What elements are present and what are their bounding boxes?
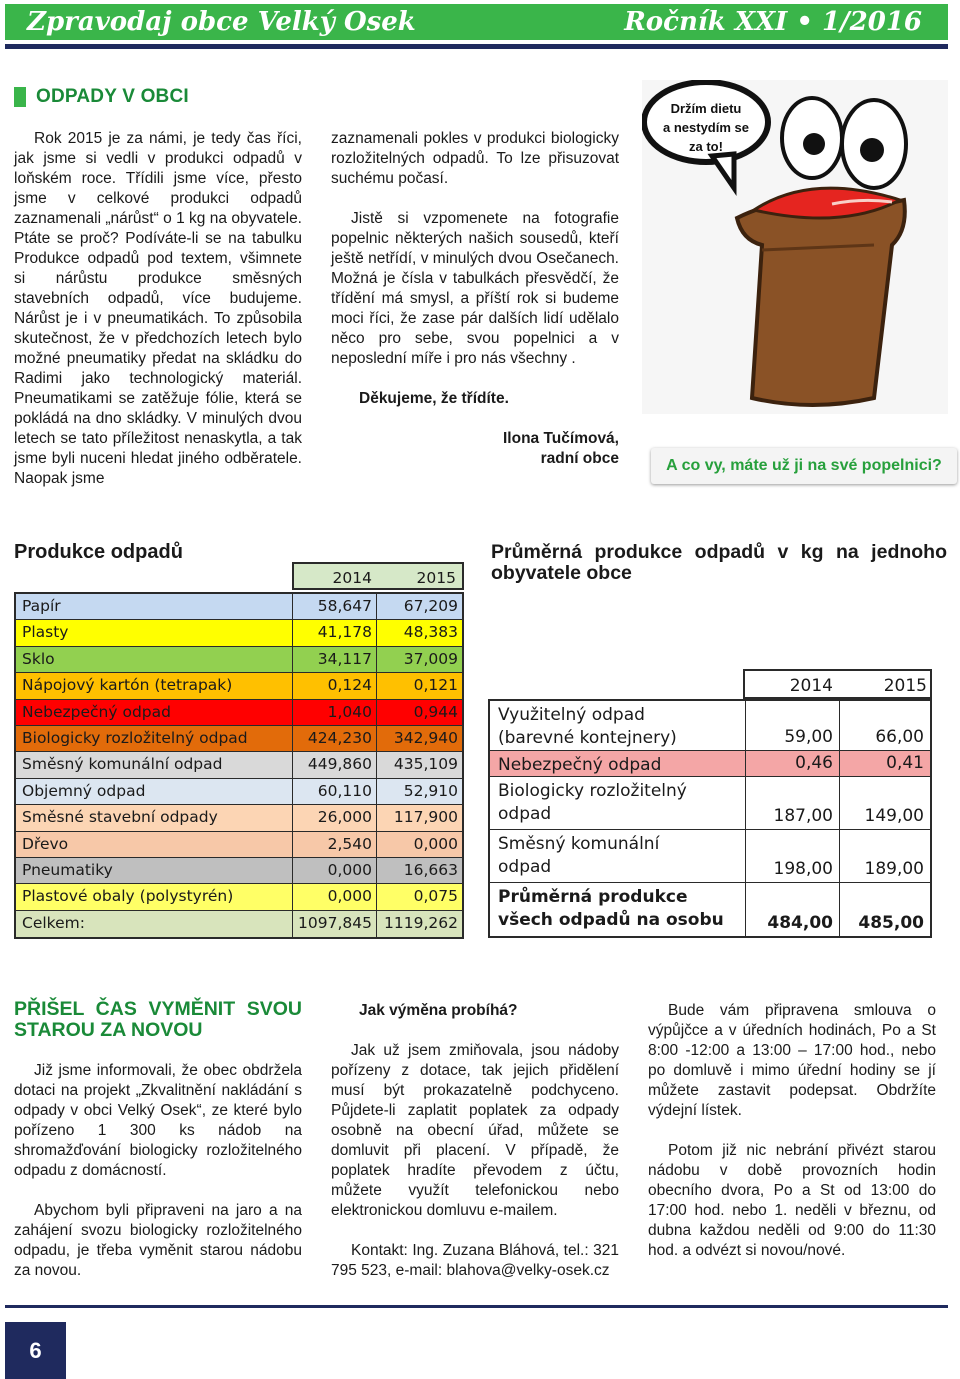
bubble-line-3: za to! <box>689 139 723 154</box>
row-label <box>498 754 746 777</box>
article-paragraph: Abychom byli připraveni na jaro a na zahájení svozu biologicky rozložitelného odpadu, je třeba vyměnit starou nádobu za novou. <box>14 1202 302 1279</box>
row-label <box>498 704 746 750</box>
year-header: 2015 <box>416 569 456 587</box>
table-row <box>16 620 462 646</box>
row-label: Biologicky rozložitelný odpad <box>22 728 248 747</box>
value-2014: 484,00 <box>745 883 839 936</box>
table-row <box>490 883 930 936</box>
row-label: Objemný odpad <box>22 781 146 800</box>
caption-box <box>651 448 957 484</box>
table-row <box>16 647 462 673</box>
article-paragraph: Jistě si vzpomenete na fotografie popelnic některých našich sousedů, kteří ještě netřídí, v minulých dvou Osečanech. Možná je čísla v tabulkách přesvědčí, že třídění má smysl, a příští rok si budeme moci říci, že zase pár dalších lidí udělalo něco pro sebe, svou popelnici a v neposlední míře i pro nás všechny . <box>331 210 619 367</box>
value-2015: 16,663 <box>376 858 462 884</box>
value-2015: 1119,262 <box>376 911 462 937</box>
row-label: Dřevo <box>22 834 69 853</box>
header-rule <box>5 44 948 49</box>
value-2015: 48,383 <box>376 620 462 646</box>
table-row <box>16 726 462 752</box>
production-table-body <box>14 592 464 939</box>
value-2014: 34,117 <box>292 647 376 673</box>
value-2014: 187,00 <box>745 777 839 829</box>
value-2014: 449,860 <box>292 752 376 778</box>
value-2015: 117,900 <box>376 805 462 831</box>
table-row <box>16 673 462 699</box>
table-row <box>16 832 462 858</box>
article-column-4 <box>331 1001 619 1281</box>
row-label: Směsný komunální odpad <box>22 755 223 774</box>
bin-mascot-illustration <box>642 80 948 414</box>
table-row <box>16 700 462 726</box>
section-marker <box>14 87 26 107</box>
table-row <box>16 858 462 884</box>
section-title-text: ODPADY V OBCI <box>36 86 189 107</box>
value-2014: 60,110 <box>292 779 376 805</box>
table-row <box>16 911 462 937</box>
row-label-line: (barevné kontejnery) <box>498 728 677 748</box>
caption-text: A co vy, máte už ji na své popelnici? <box>666 457 942 474</box>
issue-number: Ročník XXI • 1/2016 <box>624 7 922 37</box>
row-label <box>498 833 746 879</box>
article-paragraph: Bude vám připravena smlouva o výpůjčce a v úředních hodinách, Po a St 8:00 -12:00 a 13:00 – 17:00 hod., nebo po domluvě i mimo úřední hodiny se jí můžete zastavit podepsat. Obdržíte výdejní lístek. <box>648 1002 936 1119</box>
value-2015: 342,940 <box>376 726 462 752</box>
value-2015: 0,121 <box>376 673 462 699</box>
value-2015: 66,00 <box>839 701 930 750</box>
table-row <box>16 752 462 778</box>
table-row <box>490 701 930 751</box>
average-table-title: Průměrná produkce odpadů v kg na jednoho obyvatele obce <box>491 541 947 584</box>
row-label-line: odpad <box>498 857 552 877</box>
value-2015: 0,944 <box>376 700 462 726</box>
value-2014: 424,230 <box>292 726 376 752</box>
signature-name: Ilona Tučímová, <box>503 430 619 447</box>
value-2015: 67,209 <box>376 594 462 620</box>
bubble-line-2: a nestydím se <box>663 120 749 135</box>
year-header: 2015 <box>883 676 927 696</box>
average-table-body <box>488 699 932 938</box>
row-label-line: Využitelný odpad <box>498 705 645 725</box>
table-row <box>16 779 462 805</box>
row-label: Nápojový kartón (tetrapak) <box>22 676 233 695</box>
average-table-header <box>743 669 932 699</box>
article-paragraph: Potom již nic nebrání přivézt starou nádobu v době provozních hodin obecního dvora, Po a St od 13:00 do 17:00 hod. nebo 1. neděli v březnu, od dubna každou neděli od 9:00 do 11:30 hod. a odvézt si novou/nové. <box>648 1142 936 1259</box>
table-row <box>490 751 930 777</box>
value-2014: 1,040 <box>292 700 376 726</box>
article-paragraph: Již jsme informovali, že obec obdržela dotaci na projekt „Zkvalitnění nakládání s odpady v obci Velký Osek“, ze které bylo pořízeno 1 300 ks nádob na shromažďování biologicky rozložitelného odpadu z domácností. <box>14 1062 302 1179</box>
article-column-5 <box>648 1001 936 1261</box>
value-2014: 0,124 <box>292 673 376 699</box>
year-header: 2014 <box>789 676 833 696</box>
row-label-line: všech odpadů na osobu <box>498 910 724 930</box>
article-paragraph: zaznamenali pokles v produkci biologicky rozložitelných odpadů. To lze přisuzovat suchému počasí. <box>331 130 619 187</box>
article-column-3 <box>14 1061 302 1281</box>
table-row <box>16 805 462 831</box>
value-2015: 52,910 <box>376 779 462 805</box>
year-header: 2014 <box>332 569 372 587</box>
table-row <box>16 884 462 910</box>
row-label: Plasty <box>22 623 69 642</box>
bubble-line-1: Držím dietu <box>670 101 742 116</box>
row-label-line: Biologicky rozložitelný <box>498 781 687 801</box>
value-2015: 189,00 <box>839 830 930 882</box>
value-2015: 435,109 <box>376 752 462 778</box>
subheading: Jak výměna probíhá? <box>359 1002 518 1019</box>
section-title-2: PŘIŠEL ČAS VYMĚNIT SVOU STAROU ZA NOVOU <box>14 998 302 1041</box>
value-2014: 58,647 <box>292 594 376 620</box>
row-label: Papír <box>22 597 61 615</box>
table-row <box>490 777 930 830</box>
row-label-line: Nebezpečný odpad <box>498 755 662 775</box>
value-2015: 0,41 <box>839 751 930 776</box>
row-label <box>498 780 746 826</box>
value-2014: 1097,845 <box>292 911 376 937</box>
row-label: Celkem: <box>22 913 85 932</box>
article-column-2 <box>331 129 619 469</box>
page-number: 6 <box>5 1322 66 1379</box>
table-row <box>490 830 930 883</box>
value-2015: 0,000 <box>376 832 462 858</box>
article-paragraph: Rok 2015 je za námi, je tedy čas říci, jak jsme si vedli v produkci odpadů v loňském roce. Třídili jsme více, přesto jsme v celkové produkci odpadů zaznamenali „nárůst“ o 1 kg na obyvatele. Ptáte se proč? Podíváte-li se na tabulku Produkce odpadů pod textem, všimnete si nárůstu produkce směsných stavebních odpadů, více budujeme. Nárůst je i v pneumatikách. To způsobila skutečnost, že v předchozích letech bylo možné pneumatiky předat na skládku do Radimi jako technologický materiál. Pneumatikami se zatěžuje fólie, která se pokládá na dno skládky. V minulých dvou letech se tato příležitost nenaskytla, a tak jsme byli nuceni hledat jiného odběratele. Naopak jsme <box>14 130 302 487</box>
footer-rule <box>5 1305 948 1308</box>
production-table-header <box>292 562 464 590</box>
article-paragraph: Jak už jsem zmiňovala, jsou nádoby pořízeny z dotace, tak jejich přidělení musí být prokazatelně podchyceno. Půjdete-li zaplatit poplatek za odpady osobně na obecní úřad, můžete se domluvit při placení. V případě, že poplatek hradíte převodem z účtu, můžete využít telefonickou nebo elektronickou domluvu e-mailem. <box>331 1042 619 1219</box>
value-2014: 59,00 <box>745 701 839 750</box>
table-row <box>16 594 462 620</box>
value-2015: 149,00 <box>839 777 930 829</box>
value-2014: 26,000 <box>292 805 376 831</box>
value-2014: 0,000 <box>292 858 376 884</box>
section-title <box>14 86 189 108</box>
value-2015: 485,00 <box>839 883 930 936</box>
newsletter-title: Zpravodaj obce Velký Osek <box>27 7 416 37</box>
row-label: Sklo <box>22 649 55 668</box>
row-label <box>498 886 746 932</box>
value-2014: 198,00 <box>745 830 839 882</box>
row-label-line: Průměrná produkce <box>498 887 688 907</box>
value-2014: 2,540 <box>292 832 376 858</box>
row-label: Pneumatiky <box>22 860 113 879</box>
value-2015: 37,009 <box>376 647 462 673</box>
production-table-title: Produkce odpadů <box>14 541 183 563</box>
row-label-line: odpad <box>498 804 552 824</box>
value-2014: 0,46 <box>745 751 839 776</box>
row-label: Nebezpečný odpad <box>22 702 171 721</box>
contact-paragraph: Kontakt: Ing. Zuzana Bláhová, tel.: 321 795 523, e-mail: blahova@velky-osek.cz <box>331 1242 619 1279</box>
row-label: Plastové obaly (polystyrén) <box>22 887 234 906</box>
signature-role: radní obce <box>540 450 619 467</box>
newsletter-header <box>5 4 948 40</box>
row-label-line: Směsný komunální <box>498 834 660 854</box>
value-2015: 0,075 <box>376 884 462 910</box>
row-label: Směsné stavební odpady <box>22 808 218 827</box>
thanks-line: Děkujeme, že třídíte. <box>359 390 509 407</box>
value-2014: 0,000 <box>292 884 376 910</box>
article-column-1 <box>14 129 302 489</box>
value-2014: 41,178 <box>292 620 376 646</box>
